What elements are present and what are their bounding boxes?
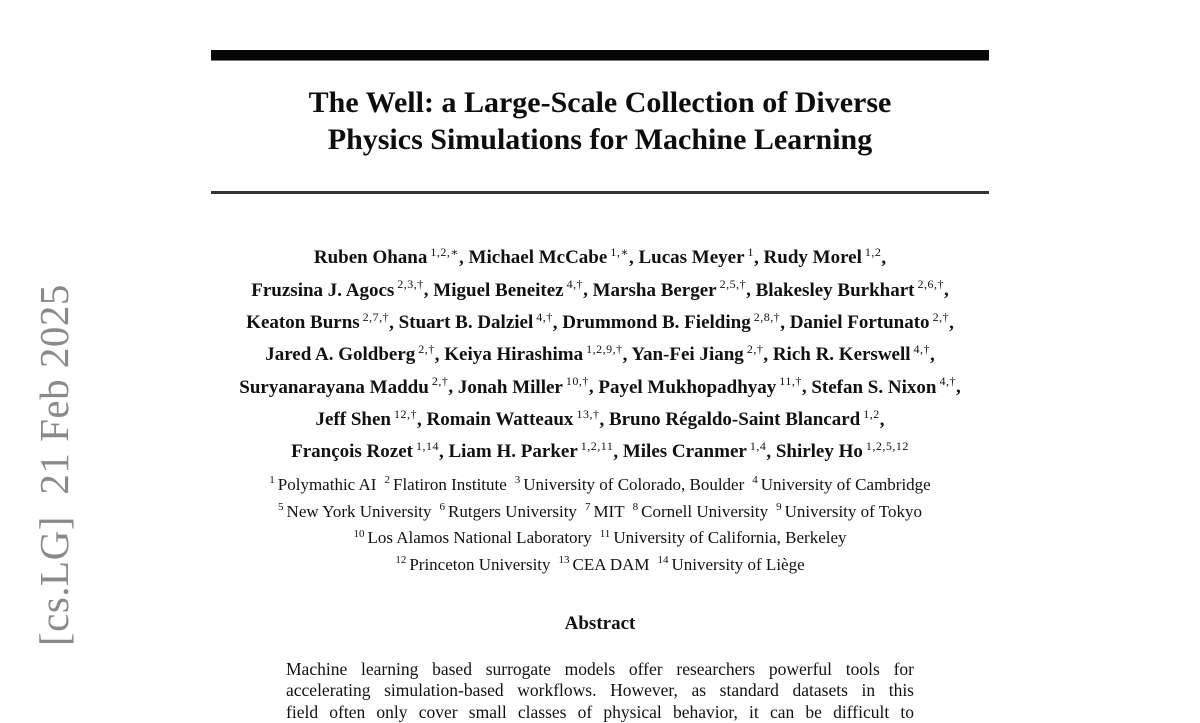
author-line: Ruben Ohana $^{1,2,∗}$, Michael McCabe $^{1,∗}$, Lucas Meyer $^1$, Rudy Morel $^{1,2}$, xyxy=(313,245,887,269)
affiliation-item: $^{13}$ CEA DAM xyxy=(558,554,650,574)
affiliation-superscript: 6 xyxy=(439,500,446,513)
abstract-line: Machine learning based surrogate models offer researchers powerful tools for xyxy=(286,658,914,679)
author-superscript: 11,† xyxy=(779,374,802,389)
author-superscript: 4,† xyxy=(566,277,584,292)
affiliation-item: $^4$ University of Cambridge xyxy=(752,474,931,494)
author-block xyxy=(211,239,989,465)
author-superscript: 2,6,† xyxy=(917,277,944,292)
affiliation-superscript: 14 xyxy=(657,554,669,567)
affiliation-superscript: 10 xyxy=(353,527,365,540)
author-superscript: 2,3,† xyxy=(397,277,424,292)
author-name: Miles Cranmer $^{1,4}$ xyxy=(622,438,767,463)
affiliation-item: $^9$ University of Tokyo xyxy=(776,500,922,521)
affiliation-superscript: 4 xyxy=(752,474,758,487)
author-superscript: 1,2,11 xyxy=(580,438,614,453)
author-superscript: 1,2,∗ xyxy=(430,245,460,259)
affiliation-superscript: 3 xyxy=(514,474,521,487)
author-superscript: 1,2 xyxy=(864,245,882,259)
author-superscript: 2,† xyxy=(746,341,764,356)
author-name: Michael McCabe $^{1,∗}$ xyxy=(468,245,629,269)
abstract-heading: Abstract xyxy=(564,612,636,634)
top-rule-bar xyxy=(211,50,989,61)
abstract-line: accelerating simulation-based workflows. However, as standard datasets in this xyxy=(286,680,914,701)
affiliation-item: $^8$ Cornell University xyxy=(632,500,769,521)
title-line-2: Physics Simulations for Machine Learning xyxy=(327,123,873,156)
affiliation-item: $^7$ MIT xyxy=(584,500,625,521)
author-name: Keaton Burns $^{2,7,\dagger}$ xyxy=(246,309,390,333)
author-superscript: 13,† xyxy=(576,406,600,421)
affiliation-superscript: 8 xyxy=(632,500,639,513)
paper-title xyxy=(211,84,989,158)
author-superscript: 2,† xyxy=(431,374,449,389)
affiliation-block xyxy=(211,469,989,576)
affiliation-item: $^1$ Polymathic AI xyxy=(269,474,377,494)
author-name: Lucas Meyer $^1$ xyxy=(638,245,755,269)
author-superscript: 12,† xyxy=(394,406,418,421)
author-line: Jared A. Goldberg $^{2,\dagger}$, Keiya Hirashima $^{1,2,9,\dagger}$, Yan-Fei Jiang $^{2,\dagger}$, Rich R. Kerswell $^{4,\dagger}$, xyxy=(265,341,935,366)
author-name: Stefan S. Nixon $^{4,\dagger}$ xyxy=(811,374,956,398)
author-line: Jeff Shen $^{12,\dagger}$, Romain Watteaux $^{13,\dagger}$, Bruno Régaldo-Saint Blancard $^{1,2}$, xyxy=(315,406,885,430)
author-superscript: 4,† xyxy=(536,309,553,324)
affiliation-superscript: 5 xyxy=(278,500,284,513)
arxiv-category-date-banner: [cs.LG] 21 Feb 2025 xyxy=(31,284,77,646)
author-superscript: 2,5,† xyxy=(719,277,747,292)
author-name: Ruben Ohana $^{1,2,∗}$ xyxy=(313,245,460,269)
affiliation-item: $^{10}$ Los Alamos National Laboratory xyxy=(353,527,592,548)
author-name: Drummond B. Fielding $^{2,8,\dagger}$ xyxy=(562,309,781,333)
author-superscript: 1,2,5,12 xyxy=(865,438,909,453)
author-superscript: 1,2 xyxy=(863,406,880,421)
affiliation-superscript: 7 xyxy=(584,500,591,513)
author-name: Suryanarayana Maddu $^{2,\dagger}$ xyxy=(239,374,449,398)
author-name: Payel Mukhopadhyay $^{11,\dagger}$ xyxy=(598,374,802,398)
author-superscript: 1,2,9,† xyxy=(586,341,623,356)
author-name: Marsha Berger $^{2,5,\dagger}$ xyxy=(592,277,747,301)
author-name: Miguel Beneitez $^{4,\dagger}$ xyxy=(433,277,584,301)
author-superscript: 2,† xyxy=(418,341,435,356)
author-name: Keiya Hirashima $^{1,2,9,\dagger}$ xyxy=(444,341,623,366)
affiliation-item: $^{14}$ University of Liège xyxy=(657,554,805,574)
affiliation-item: $^6$ Rutgers University xyxy=(439,500,577,521)
author-name: François Rozet $^{1,14}$ xyxy=(291,438,439,463)
author-name: Yan-Fei Jiang $^{2,\dagger}$ xyxy=(631,341,764,366)
affiliation-item: $^3$ University of Colorado, Boulder xyxy=(514,474,745,494)
title-line-1: The Well: a Large-Scale Collection of Diverse xyxy=(308,86,892,119)
author-superscript: 2,7,† xyxy=(362,309,390,324)
affiliation-superscript: 13 xyxy=(558,554,570,567)
affiliation-superscript: 2 xyxy=(384,474,390,487)
affiliation-superscript: 9 xyxy=(776,500,782,513)
affiliation-line xyxy=(211,496,989,523)
title-underline-rule xyxy=(211,191,989,194)
author-superscript: 1,∗ xyxy=(610,245,629,259)
author-name: Jonah Miller $^{10,\dagger}$ xyxy=(457,374,589,398)
author-superscript: 1,14 xyxy=(415,438,439,453)
affiliation-item: $^2$ Flatiron Institute xyxy=(384,474,507,494)
author-name: Romain Watteaux $^{13,\dagger}$ xyxy=(426,406,600,430)
affiliation-line xyxy=(211,523,989,550)
author-line: François Rozet $^{1,14}$, Liam H. Parker $^{1,2,11}$, Miles Cranmer $^{1,4}$, Shirley Ho $^{1,2,5,12}$ xyxy=(291,438,909,463)
author-name: Fruzsina J. Agocs $^{2,3,\dagger}$ xyxy=(251,277,424,301)
author-superscript: 2,† xyxy=(932,309,950,324)
author-superscript: 1,4 xyxy=(749,438,767,453)
author-line: Keaton Burns $^{2,7,\dagger}$, Stuart B. Dalziel $^{4,\dagger}$, Drummond B. Fielding $^{2,8,\dagger}$, Daniel Fortunato $^{2,\dagger}$, xyxy=(246,309,954,333)
author-name: Daniel Fortunato $^{2,\dagger}$ xyxy=(789,309,950,333)
affiliation-item: $^5$ New York University xyxy=(278,500,432,521)
author-superscript: 2,8,† xyxy=(753,309,781,324)
author-name: Stuart B. Dalziel $^{4,\dagger}$ xyxy=(398,309,553,333)
author-superscript: 10,† xyxy=(565,374,589,389)
author-name: Rich R. Kerswell $^{4,\dagger}$ xyxy=(772,341,931,366)
affiliation-line xyxy=(211,549,989,576)
abstract-text xyxy=(286,659,914,723)
author-line: Suryanarayana Maddu $^{2,\dagger}$, Jonah Miller $^{10,\dagger}$, Payel Mukhopadhyay $^{11,\dagger}$, Stefan S. Nixon $^{4,\dagger}$, xyxy=(239,374,961,398)
affiliation-line xyxy=(211,469,989,496)
affiliation-item: $^{12}$ Princeton University xyxy=(395,554,551,574)
affiliation-superscript: 11 xyxy=(599,527,611,540)
affiliation-superscript: 12 xyxy=(395,554,407,567)
author-name: Jeff Shen $^{12,\dagger}$ xyxy=(315,406,418,430)
abstract-line: field often only cover small classes of physical behavior, it can be difficult to xyxy=(286,701,914,722)
author-name: Jared A. Goldberg $^{2,\dagger}$ xyxy=(265,341,435,366)
author-name: Bruno Régaldo-Saint Blancard $^{1,2}$ xyxy=(608,406,880,430)
author-line: Fruzsina J. Agocs $^{2,3,\dagger}$, Miguel Beneitez $^{4,\dagger}$, Marsha Berger $^{2,5,\dagger}$, Blakesley Burkhart $^{2,6,\dagger}$, xyxy=(251,277,949,301)
author-name: Rudy Morel $^{1,2}$ xyxy=(763,245,882,269)
author-superscript: 1 xyxy=(747,245,755,259)
affiliation-superscript: 1 xyxy=(269,474,275,487)
author-name: Liam H. Parker $^{1,2,11}$ xyxy=(448,438,614,463)
affiliation-item: $^{11}$ University of California, Berkeley xyxy=(599,527,847,548)
author-name: Blakesley Burkhart $^{2,6,\dagger}$ xyxy=(755,277,944,301)
author-superscript: 4,† xyxy=(913,341,931,356)
author-superscript: 4,† xyxy=(939,374,956,389)
author-name: Shirley Ho $^{1,2,5,12}$ xyxy=(775,438,909,463)
paper-column xyxy=(211,0,989,723)
